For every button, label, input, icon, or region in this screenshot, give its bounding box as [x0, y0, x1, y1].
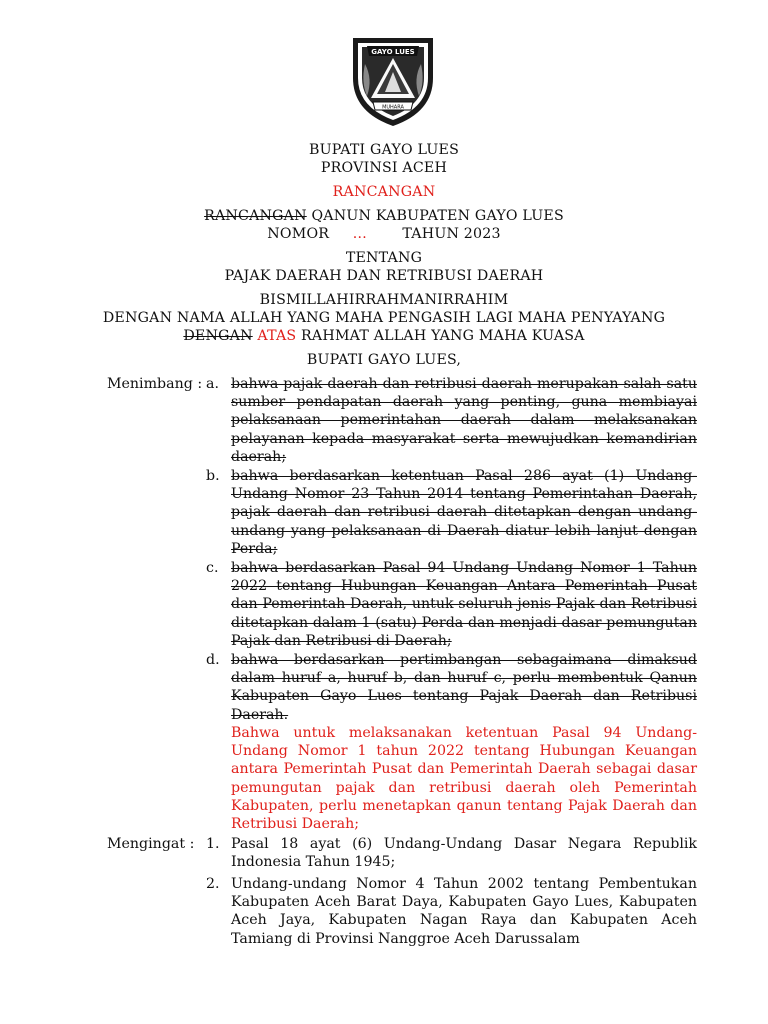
emblem-text-top: GAYO LUES: [371, 48, 415, 56]
grace-inserted: ATAS: [257, 328, 297, 344]
grace-struck: DENGAN: [183, 328, 253, 344]
mengingat-label: Mengingat :: [107, 836, 195, 852]
issuer-line: BUPATI GAYO LUES,: [306, 352, 462, 368]
consideration-d: bahwa berdasarkan pertimbangan sebagaimana dimaksud dalam huruf a, huruf b, dan huruf c, perlu membentuk Qanun Kabupaten Gayo Lues tentang Pajak Daerah dan Retribusi Daerah.: [231, 652, 697, 723]
grace-rest: RAHMAT ALLAH YANG MAHA KUASA: [296, 328, 585, 344]
tahun-label: TAHUN 2023: [402, 226, 501, 242]
gayo-lues-emblem: [345, 34, 441, 130]
invocation: DENGAN NAMA ALLAH YANG MAHA PENGASIH LAGI MAHA PENYAYANG: [102, 310, 666, 326]
consideration-c: bahwa berdasarkan Pasal 94 Undang Undang Nomor 1 Tahun 2022 tentang Hubungan Keuangan Antara Pemerintah Pusat dan Pemerintah Daerah, untuk seluruh jenis Pajak dan Retribusi ditetapkan dalam 1 (satu) Perda dan menjadi dasar pemungutan Pajak dan Retribusi di Daerah;: [231, 560, 697, 649]
reference-2: Undang-undang Nomor 4 Tahun 2002 tentang Pembentukan Kabupaten Aceh Barat Daya, Kabupaten Gayo Lues, Kabupaten Aceh Jaya, Kabupaten Nagan Raya dan Kabupaten Aceh Tamiang di Provinsi Nanggroe Aceh Darussalam: [231, 876, 697, 947]
qanun-title: [0, 207, 768, 225]
consideration-mark-b: b.: [206, 468, 220, 484]
reference-1: Pasal 18 ayat (6) Undang-Undang Dasar Negara Republik Indonesia Tahun 1945;: [231, 836, 697, 871]
emblem-text-bottom: MUHARA: [382, 104, 404, 111]
nomor-label: NOMOR: [267, 226, 330, 242]
consideration-mark-d: d.: [206, 652, 220, 668]
qanun-title-struck: RANCANGAN: [204, 208, 307, 224]
consideration-a: bahwa pajak daerah dan retribusi daerah merupakan salah satu sumber pendapatan daerah yang penting, guna membiayai pelaksanaan pemerintahan daerah dalam melaksanakan pelayanan kepada masyarakat serta mewujudkan kemandirian daerah;: [231, 376, 697, 465]
menimbang-label: Menimbang :: [107, 376, 203, 392]
draft-label: RANCANGAN: [332, 184, 436, 200]
bismillah: BISMILLAHIRRAHMANIRRAHIM: [259, 292, 509, 308]
consideration-insertion: Bahwa untuk melaksanakan ketentuan Pasal 94 Undang-Undang Nomor 1 tahun 2022 tentang Hubungan Keuangan antara Pemerintah Pusat dan Pemerintah Daerah sebagai dasar pemungutan pajak dan retribusi daerah oleh Pemerintah Kabupaten, perlu menetapkan qanun tentang Pajak Daerah dan Retribusi Daerah;: [231, 725, 697, 833]
grace-line: [0, 327, 768, 345]
qanun-title-rest: QANUN KABUPATEN GAYO LUES: [306, 208, 564, 224]
consideration-b: bahwa berdasarkan ketentuan Pasal 286 ayat (1) Undang-Undang Nomor 23 Tahun 2014 tentang Pemerintahan Daerah, pajak daerah dan retribusi daerah ditetapkan dengan undang-undang yang pelaksanaan di Daerah diatur lebih lanjut dengan Perda;: [231, 468, 697, 557]
consideration-mark-c: c.: [206, 560, 219, 576]
reference-mark-2: 2.: [206, 876, 220, 892]
regent-title: BUPATI GAYO LUES: [308, 142, 460, 158]
province-title: PROVINSI ACEH: [320, 160, 448, 176]
subject-title: PAJAK DAERAH DAN RETRIBUSI DAERAH: [224, 268, 544, 284]
consideration-mark-a: a.: [206, 376, 219, 392]
nomor-value: …: [352, 226, 367, 242]
reference-mark-1: 1.: [206, 836, 220, 852]
tentang-label: TENTANG: [345, 250, 423, 266]
nomor-line: [0, 225, 768, 243]
